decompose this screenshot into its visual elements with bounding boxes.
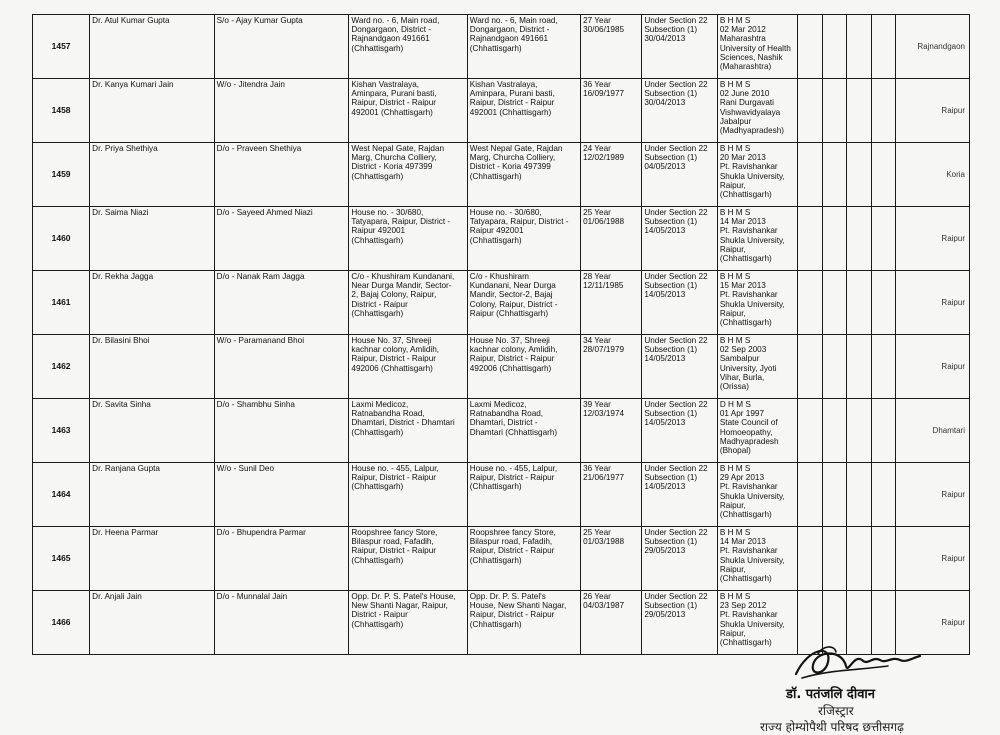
registration-section-cell: Under Section 22 Subsection (1) 30/04/2013 xyxy=(642,79,718,143)
blank-cell xyxy=(798,399,822,463)
qualification-cell: B H M S 02 Sep 2003 Sambalpur University, Jyoti Vihar, Burla, (Orissa) xyxy=(717,335,798,399)
registration-section-cell: Under Section 22 Subsection (1) 14/05/2013 xyxy=(642,399,718,463)
correspondence-address-cell: C/o - Khushiram Kundanani, Near Durga Mandir, Sector-2, Bajaj Colony, Raipur, District - Raipur (Chhattisgarh) xyxy=(467,271,580,335)
age-dob-cell: 36 Year 21/06/1977 xyxy=(581,463,642,527)
serial-number-cell: 1462 xyxy=(33,335,90,399)
registration-section-cell: Under Section 22 Subsection (1) 14/05/2013 xyxy=(642,335,718,399)
qualification-cell: B H M S 23 Sep 2012 Pt. Ravishankar Shukla University, Raipur, (Chhattisgarh) xyxy=(717,591,798,655)
correspondence-address-cell: West Nepal Gate, Rajdan Marg, Churcha Colliery, District - Koria 497399 (Chhattisgarh) xyxy=(467,143,580,207)
qualification-cell: D H M S 01 Apr 1997 State Council of Homoeopathy, Madhyapradesh (Bhopal) xyxy=(717,399,798,463)
handwritten-signature xyxy=(788,640,928,684)
doctor-name-cell: Dr. Savita Sinha xyxy=(90,399,215,463)
blank-cell xyxy=(798,207,822,271)
blank-cell xyxy=(798,79,822,143)
qualification-cell: B H M S 20 Mar 2013 Pt. Ravishankar Shukla University, Raipur, (Chhattisgarh) xyxy=(717,143,798,207)
blank-cell xyxy=(847,271,871,335)
serial-number-cell: 1458 xyxy=(33,79,90,143)
permanent-address-cell: Kishan Vastralaya, Aminpara, Purani basti, Raipur, District - Raipur 492001 (Chhattisgarh) xyxy=(349,79,467,143)
permanent-address-cell: Ward no. - 6, Main road, Dongargaon, District - Rajnandgaon 491661 (Chhattisgarh) xyxy=(349,15,467,79)
qualification-cell: B H M S 14 Mar 2013 Pt. Ravishankar Shukla University, Raipur, (Chhattisgarh) xyxy=(717,527,798,591)
blank-cell xyxy=(822,271,846,335)
blank-cell xyxy=(798,143,822,207)
correspondence-address-cell: Ward no. - 6, Main road, Dongargaon, District - Rajnandgaon 491661 (Chhattisgarh) xyxy=(467,15,580,79)
relation-cell: W/o - Paramanand Bhoi xyxy=(214,335,349,399)
age-dob-cell: 25 Year 01/03/1988 xyxy=(581,527,642,591)
blank-cell xyxy=(871,463,895,527)
doctor-name-cell: Dr. Saima Niazi xyxy=(90,207,215,271)
relation-cell: D/o - Bhupendra Parmar xyxy=(214,527,349,591)
relation-cell: D/o - Munnalal Jain xyxy=(214,591,349,655)
permanent-address-cell: C/o - Khushiram Kundanani, Near Durga Mandir, Sector- 2, Bajaj Colony, Raipur, District - Raipur (Chhattisgarh) xyxy=(349,271,467,335)
permanent-address-cell: House no. - 30/680, Tatyapara, Raipur, District - Raipur 492001 (Chhattisgarh) xyxy=(349,207,467,271)
age-dob-cell: 24 Year 12/02/1989 xyxy=(581,143,642,207)
registration-section-cell: Under Section 22 Subsection (1) 14/05/2013 xyxy=(642,207,718,271)
doctor-name-cell: Dr. Heena Parmar xyxy=(90,527,215,591)
qualification-cell: B H M S 02 June 2010 Rani Durgavati Vishwavidyalaya Jabalpur (Madhyapradesh) xyxy=(717,79,798,143)
registration-section-cell: Under Section 22 Subsection (1) 14/05/2013 xyxy=(642,463,718,527)
relation-cell: W/o - Sunil Deo xyxy=(214,463,349,527)
blank-cell xyxy=(822,335,846,399)
permanent-address-cell: Roopshree fancy Store, Bilaspur road, Fafadih, Raipur, District - Raipur (Chhattisgarh) xyxy=(349,527,467,591)
doctor-name-cell: Dr. Ranjana Gupta xyxy=(90,463,215,527)
blank-cell xyxy=(871,335,895,399)
correspondence-address-cell: Kishan Vastralaya, Aminpara, Purani basti, Raipur, District - Raipur 492001 (Chhattisgarh) xyxy=(467,79,580,143)
age-dob-cell: 39 Year 12/03/1974 xyxy=(581,399,642,463)
permanent-address-cell: House no. - 455, Lalpur, Raipur, District - Raipur (Chhattisgarh) xyxy=(349,463,467,527)
blank-cell xyxy=(822,399,846,463)
registration-table xyxy=(32,14,970,655)
correspondence-address-cell: House No. 37, Shreeji kachnar colony, Amlidih, Raipur, District - Raipur 492006 (Chhattisgarh) xyxy=(467,335,580,399)
district-cell: Raipur xyxy=(896,79,970,143)
table-row xyxy=(33,143,970,207)
qualification-cell: B H M S 02 Mar 2012 Maharashtra University of Health Sciences, Nashik (Maharashtra) xyxy=(717,15,798,79)
correspondence-address-cell: House no. - 455, Lalpur, Raipur, District - Raipur (Chhattisgarh) xyxy=(467,463,580,527)
permanent-address-cell: West Nepal Gate, Rajdan Marg, Churcha Colliery, District - Koria 497399 (Chhattisgarh) xyxy=(349,143,467,207)
blank-cell xyxy=(822,143,846,207)
council-name: राज्य होम्योपैथी परिषद छत्तीसगढ़ xyxy=(760,720,904,734)
district-cell: Raipur xyxy=(896,527,970,591)
serial-number-cell: 1457 xyxy=(33,15,90,79)
correspondence-address-cell: Laxmi Medicoz, Ratnabandha Road, Dhamtari, District - Dhamtari (Chhattisgarh) xyxy=(467,399,580,463)
blank-cell xyxy=(871,79,895,143)
blank-cell xyxy=(847,399,871,463)
district-cell: Raipur xyxy=(896,463,970,527)
registration-section-cell: Under Section 22 Subsection (1) 29/05/2013 xyxy=(642,591,718,655)
table-row xyxy=(33,207,970,271)
blank-cell xyxy=(871,15,895,79)
relation-cell: D/o - Sayeed Ahmed Niazi xyxy=(214,207,349,271)
qualification-cell: B H M S 14 Mar 2013 Pt. Ravishankar Shukla University, Raipur, (Chhattisgarh) xyxy=(717,207,798,271)
qualification-cell: B H M S 15 Mar 2013 Pt. Ravishankar Shukla University, Raipur, (Chhattisgarh) xyxy=(717,271,798,335)
registration-section-cell: Under Section 22 Subsection (1) 29/05/2013 xyxy=(642,527,718,591)
blank-cell xyxy=(798,463,822,527)
permanent-address-cell: House No. 37, Shreeji kachnar colony, Amlidih, Raipur, District - Raipur 492006 (Chhattisgarh) xyxy=(349,335,467,399)
table-row xyxy=(33,527,970,591)
doctor-name-cell: Dr. Kanya Kumari Jain xyxy=(90,79,215,143)
doctor-name-cell: Dr. Rekha Jagga xyxy=(90,271,215,335)
district-cell: Dhamtari xyxy=(896,399,970,463)
registration-section-cell: Under Section 22 Subsection (1) 30/04/2013 xyxy=(642,15,718,79)
blank-cell xyxy=(847,463,871,527)
permanent-address-cell: Opp. Dr. P. S. Patel's House, New Shanti Nagar, Raipur, District - Raipur (Chhattisgarh) xyxy=(349,591,467,655)
district-cell: Raipur xyxy=(896,591,970,655)
relation-cell: D/o - Nanak Ram Jagga xyxy=(214,271,349,335)
table-row xyxy=(33,399,970,463)
doctor-name-cell: Dr. Atul Kumar Gupta xyxy=(90,15,215,79)
relation-cell: W/o - Jitendra Jain xyxy=(214,79,349,143)
blank-cell xyxy=(798,335,822,399)
blank-cell xyxy=(798,15,822,79)
registrar-designation: रजिस्ट्रार xyxy=(818,704,854,718)
serial-number-cell: 1465 xyxy=(33,527,90,591)
blank-cell xyxy=(871,399,895,463)
age-dob-cell: 36 Year 16/09/1977 xyxy=(581,79,642,143)
serial-number-cell: 1460 xyxy=(33,207,90,271)
permanent-address-cell: Laxmi Medicoz, Ratnabandha Road, Dhamtari, District - Dhamtari (Chhattisgarh) xyxy=(349,399,467,463)
blank-cell xyxy=(847,15,871,79)
blank-cell xyxy=(822,15,846,79)
age-dob-cell: 25 Year 01/06/1988 xyxy=(581,207,642,271)
serial-number-cell: 1466 xyxy=(33,591,90,655)
doctor-name-cell: Dr. Priya Shethiya xyxy=(90,143,215,207)
blank-cell xyxy=(798,271,822,335)
blank-cell xyxy=(871,143,895,207)
qualification-cell: B H M S 29 Apr 2013 Pt. Ravishankar Shukla University, Raipur, (Chhattisgarh) xyxy=(717,463,798,527)
blank-cell xyxy=(847,527,871,591)
blank-cell xyxy=(822,463,846,527)
table-row xyxy=(33,335,970,399)
table-row xyxy=(33,79,970,143)
relation-cell: D/o - Praveen Shethiya xyxy=(214,143,349,207)
relation-cell: S/o - Ajay Kumar Gupta xyxy=(214,15,349,79)
registration-section-cell: Under Section 22 Subsection (1) 04/05/2013 xyxy=(642,143,718,207)
blank-cell xyxy=(847,335,871,399)
registrar-signature-block xyxy=(760,640,1000,735)
blank-cell xyxy=(847,207,871,271)
district-cell: Raipur xyxy=(896,207,970,271)
table-row xyxy=(33,463,970,527)
serial-number-cell: 1463 xyxy=(33,399,90,463)
blank-cell xyxy=(822,79,846,143)
serial-number-cell: 1464 xyxy=(33,463,90,527)
blank-cell xyxy=(822,527,846,591)
blank-cell xyxy=(847,79,871,143)
blank-cell xyxy=(798,527,822,591)
district-cell: Raipur xyxy=(896,271,970,335)
doctor-name-cell: Dr. Anjali Jain xyxy=(90,591,215,655)
relation-cell: D/o - Shambhu Sinha xyxy=(214,399,349,463)
blank-cell xyxy=(822,207,846,271)
district-cell: Rajnandgaon xyxy=(896,15,970,79)
registrar-name: डॉ. पतंजलि दीवान xyxy=(786,687,876,702)
age-dob-cell: 27 Year 30/06/1985 xyxy=(581,15,642,79)
table-row xyxy=(33,15,970,79)
district-cell: Raipur xyxy=(896,335,970,399)
correspondence-address-cell: House no. - 30/680, Tatyapara, Raipur, District - Raipur 492001 (Chhattisgarh) xyxy=(467,207,580,271)
blank-cell xyxy=(871,271,895,335)
age-dob-cell: 26 Year 04/03/1987 xyxy=(581,591,642,655)
serial-number-cell: 1459 xyxy=(33,143,90,207)
age-dob-cell: 34 Year 28/07/1979 xyxy=(581,335,642,399)
district-cell: Koria xyxy=(896,143,970,207)
age-dob-cell: 28 Year 12/11/1985 xyxy=(581,271,642,335)
blank-cell xyxy=(871,527,895,591)
correspondence-address-cell: Roopshree fancy Store, Bilaspur road, Fafadih, Raipur, District - Raipur (Chhattisgarh) xyxy=(467,527,580,591)
table-row xyxy=(33,271,970,335)
serial-number-cell: 1461 xyxy=(33,271,90,335)
blank-cell xyxy=(871,207,895,271)
doctor-name-cell: Dr. Bilasini Bhoi xyxy=(90,335,215,399)
blank-cell xyxy=(847,143,871,207)
registration-section-cell: Under Section 22 Subsection (1) 14/05/2013 xyxy=(642,271,718,335)
correspondence-address-cell: Opp. Dr. P. S. Patel's House, New Shanti Nagar, Raipur, District - Raipur (Chhattisgarh) xyxy=(467,591,580,655)
